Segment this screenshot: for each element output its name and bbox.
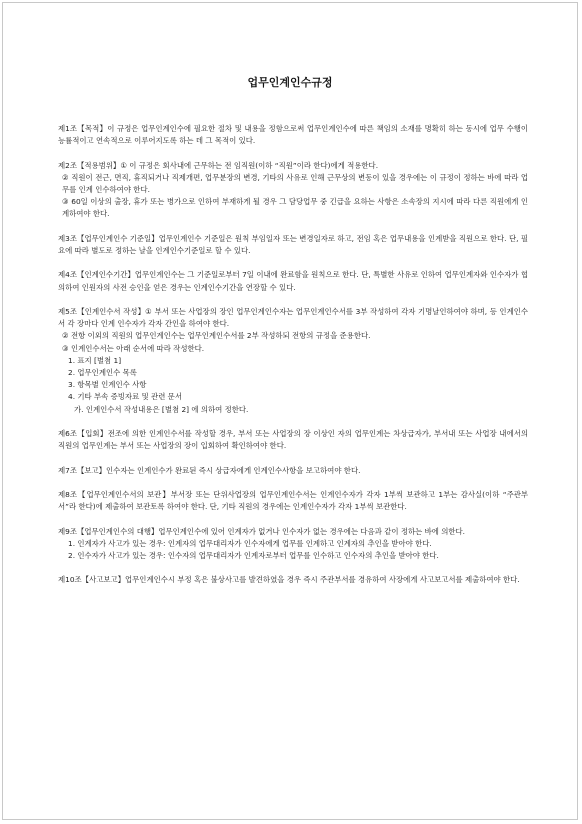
article-4-text: 제4조【인계인수기간】업무인계인수는 그 기준일로부터 7일 이내에 완료함을 원칙으로 한다. 단, 특별한 사유로 인하여 업무인계자와 인수자가 협의하여 인원자의 사전 승인을 얻은 경우는 인계인수기간을 연장할 수 있다. bbox=[58, 270, 528, 292]
article-3 bbox=[58, 233, 528, 257]
article-7-text: 제7조【보고】인수자는 인계인수가 완료된 즉시 상급자에게 인계인수사항을 보고하여야 한다. bbox=[58, 465, 361, 475]
article-7 bbox=[58, 465, 528, 477]
document-page bbox=[2, 2, 578, 820]
article-5-item: 2. 업무인계인수 목록 bbox=[68, 368, 137, 377]
article-9 bbox=[58, 526, 528, 563]
article-8-text: 제8조【업무인계인수서의 보관】부서장 또는 단위사업장의 업무인계인수서는 인계인수자가 각자 1부씩 보관하고 1부는 감사실(이하 “주관부서”라 한다)에 제출하여 보관토록 하여야 한다. 단, 기타 직원의 경우에는 인계인수자가 각자 1부씩 보관한다. bbox=[58, 489, 528, 512]
article-5-paragraph-3: ③ 인계인수서는 아래 순서에 따라 작성한다. bbox=[62, 343, 205, 353]
article-5-text: 제5조【인계인수서 작성】① 부서 또는 사업장의 장인 업무인계인수자는 업무인계인수서를 3부 작성하여 각자 기명날인하여야 하며, 등 인계인수서 각 장마다 인계 인수자가 각자 간인을 하여야 한다. bbox=[58, 306, 528, 329]
article-9-text: 제9조【업무인계인수의 대행】업무인계인수에 있어 인계자가 없거나 인수자가 없는 경우에는 다음과 같이 정하는 바에 의한다. bbox=[58, 526, 465, 536]
article-5-item: 1. 표지 [별첨 1] bbox=[68, 355, 122, 365]
article-2-paragraph-3: ③ 60일 이상의 출장, 휴가 또는 병가으로 인하여 부재하게 될 경우 그 담당업무 중 긴급을 요하는 사항은 소속장의 지시에 따라 다른 직원에게 인계하여야 한다. bbox=[62, 197, 528, 219]
article-2-paragraph-2: ② 직원이 전근, 면직, 휴직되거나 직제개편, 업무분장의 변경, 기타의 사유로 인해 근무상의 변동이 있을 경우에는 이 규정이 정하는 바에 따라 업무를 인계 인수하여야 한다. bbox=[62, 172, 528, 194]
article-4 bbox=[58, 269, 528, 293]
article-8 bbox=[58, 489, 528, 513]
article-5-item: 4. 기타 부속 증빙자료 및 관련 문서 bbox=[68, 392, 182, 402]
article-6-text: 제6조【입회】전조에 의한 인계인수서를 작성할 경우, 부서 또는 사업장의 장 이상인 자의 업무인계는 차상급자가, 부서내 또는 사업장 내에서의 직원의 업무인계는 부서 또는 사업장의 장이 입회하여 확인하여야 한다. bbox=[58, 429, 528, 451]
article-9-item: 2. 인수자가 사고가 있는 경우: 인수자의 업무대리자가 인계자로부터 업무를 인수하고 인수자의 추인을 받아야 한다. bbox=[68, 550, 439, 560]
article-5-paragraph-2: ② 전항 이외의 직원의 업무인계인수는 업무인계인수서를 2부 작성하되 전항의 규정을 준용한다. bbox=[62, 331, 371, 341]
article-5-note: 가. 인계인수서 작성내용은 [별첨 2] 에 의하여 정한다. bbox=[74, 404, 249, 414]
article-5-item: 3. 항목별 인계인수 사항 bbox=[68, 380, 147, 390]
article-1 bbox=[58, 123, 528, 147]
document-body bbox=[58, 123, 528, 599]
article-6 bbox=[58, 428, 528, 452]
article-2-text: 제2조【적용범위】① 이 규정은 회사내에 근무하는 전 임직원(이하 “직원”이라 한다)에게 적용한다. bbox=[58, 160, 379, 170]
article-1-text: 제1조【목적】이 규정은 업무인계인수에 필요한 절차 및 내용을 정함으로써 업무인계인수에 따른 책임의 소재를 명확히 하는 동시에 업무 수행이 능률적이고 연속적으로 이루어지도록 하는 데 그 목적이 있다. bbox=[58, 124, 528, 146]
article-9-item: 1. 인계자가 사고가 있는 경우: 인계자의 업무대리자가 인수자에게 업무를 인계하고 인계자의 추인을 받아야 한다. bbox=[68, 538, 432, 548]
article-3-text: 제3조【업무인계인수 기준일】업무인계인수 기준일은 원칙 부임일자 또는 변경일자로 하고, 전임 혹은 업무내용을 인계받을 직원으로 한다. 단, 필요에 따라 별도로 정하는 날을 인계인수기준일로 할 수 있다. bbox=[58, 233, 528, 255]
document-title: 업무인계인수규정 bbox=[247, 76, 333, 89]
article-5 bbox=[58, 306, 528, 416]
article-10-text: 제10조【사고보고】업무인계인수시 부정 혹은 불상사고를 발견하였을 경우 즉시 주관부서를 경유하여 사장에게 사고보고서를 제출하여야 한다. bbox=[58, 575, 520, 585]
article-2 bbox=[58, 160, 528, 221]
article-10 bbox=[58, 574, 528, 586]
